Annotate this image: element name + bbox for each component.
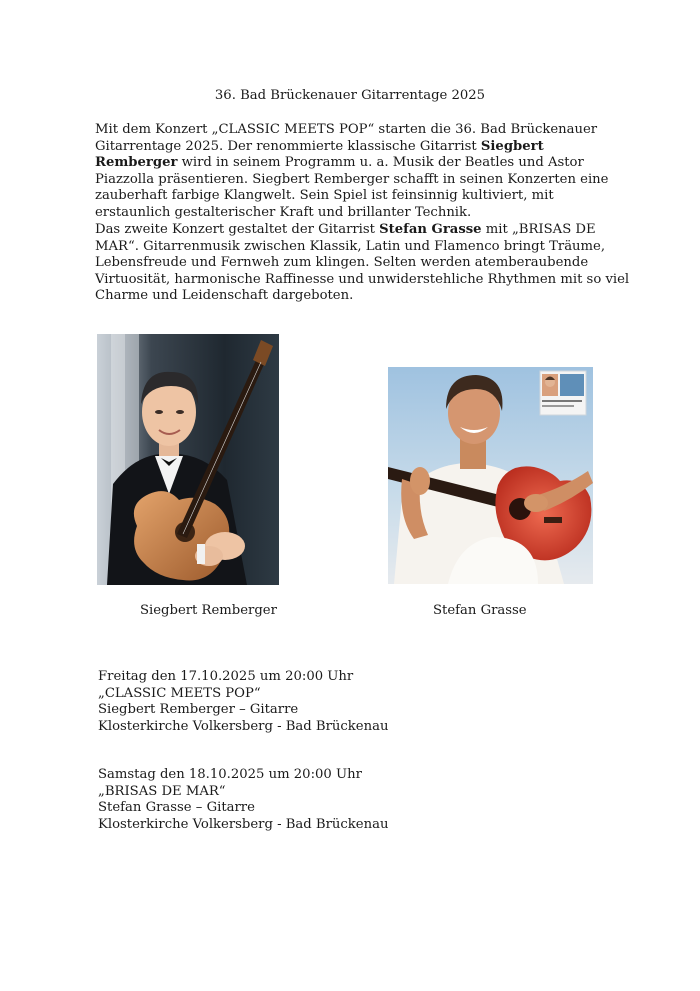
second-paragraph <box>95 222 630 305</box>
event-program: „BRISAS DE MAR“ <box>98 783 226 799</box>
artist-name-bold: Siegbert Remberger <box>95 138 544 171</box>
event-program: „CLASSIC MEETS POP“ <box>98 685 261 701</box>
caption-siegbert-remberger: Siegbert Remberger <box>140 603 277 618</box>
paragraph2-text-start: Das zweite Konzert gestaltet der Gitarrist <box>95 222 380 237</box>
event-venue: Klosterkirche Volkersberg - Bad Brückenau <box>98 816 389 832</box>
event-date: Freitag den 17.10.2025 um 20:00 Uhr <box>98 669 354 684</box>
paragraph1-text-start: Mit dem Konzert „CLASSIC MEETS POP“ starten die 36. Bad Brückenauer Gitarrentage 2025. Der renommierte klassische Gitarrist <box>95 122 598 154</box>
event-artist: Siegbert Remberger – Gitarre <box>98 702 299 718</box>
event-block <box>98 669 388 735</box>
caption-stefan-grasse: Stefan Grasse <box>433 603 527 618</box>
event-artist: Stefan Grasse – Gitarre <box>98 800 255 816</box>
event-block <box>98 767 388 833</box>
document-title: 36. Bad Brückenauer Gitarrentage 2025 <box>214 88 486 103</box>
event-date: Samstag den 18.10.2025 um 20:00 Uhr <box>98 767 362 782</box>
photo-stefan-grasse <box>388 367 593 584</box>
artist-name-bold: Stefan Grasse <box>379 222 482 237</box>
photo-siegbert-remberger <box>97 334 279 585</box>
paragraph2-text-end: mit „BRISAS DE MAR“. Gitarrenmusik zwischen Klassik, Latin und Flamenco bringt Träume, Lebensfreude und Fernweh zum klingen. Selten werden atemberaubende Virtuosität, harmonische Raffinesse und unwiderstehliche Rhythmen mit so viel Charme und Leidenschaft dargeboten. <box>95 222 630 304</box>
paragraph1-text-end: wird in seinem Programm u. a. Musik der Beatles und Astor Piazzolla präsentieren. Siegbert Remberger schafft in seinen Konzerten eine zauberhaft farbige Klangwelt. Sein Spiel ist feinsinnig kultiviert, mit erstaunlich gestalterischer Kraft und brillanter Technik. <box>95 155 609 220</box>
event-venue: Klosterkirche Volkersberg - Bad Brückenau <box>98 718 389 734</box>
intro-paragraph <box>95 122 630 222</box>
